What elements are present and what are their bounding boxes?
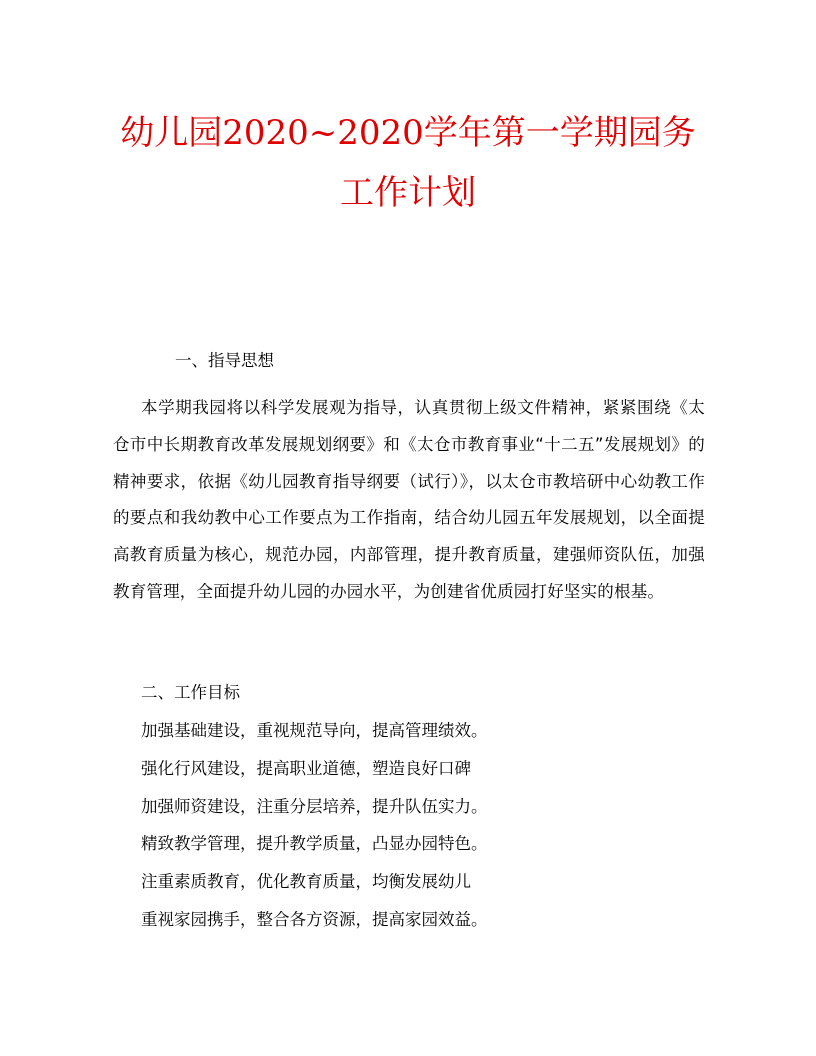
work-goal-item: 注重素质教育，优化教育质量，均衡发展幼儿 [141,872,471,892]
work-goals-list [141,720,488,947]
work-goal-item: 加强基础建设，重视规范导向，提高管理绩效。 [141,721,488,740]
work-goal-item: 加强师资建设，注重分层培养，提升队伍实力。 [141,796,488,816]
section-heading-guiding-ideology: 一、指导思想 [175,351,274,370]
work-goal-item: 强化行风建设，提高职业道德，塑造良好口碑 [141,758,471,778]
work-goal-item: 重视家园携手，整合各方资源，提高家园效益。 [141,909,488,929]
document-title-line-2: 工作计划 [340,173,476,213]
document-title-line-1: 幼儿园2020~2020学年第一学期园务 [120,113,696,153]
guiding-ideology-paragraph: 本学期我园将以科学发展观为指导，认真贯彻上级文件精神，紧紧围绕《太仓市中长期教育改革发展规划纲要》和《太仓市教育事业“十二五”发展规划》的精神要求，依据《幼儿园教育指导纲要（试行）》，以太仓市教培研中心幼教工作的要点和我幼教中心工作要点为工作指南，结合幼儿园五年发展规划，以全面提高教育质量为核心，规范办园，内部管理，提升教育质量，建强师资队伍，加强教育管理，全面提升幼儿园的办园水平，为创建省优质园打好坚实的根基。 [113,398,705,601]
section-heading-work-goals: 二、工作目标 [141,683,240,702]
work-goal-item: 精致教学管理，提升教学质量，凸显办园特色。 [141,834,488,854]
